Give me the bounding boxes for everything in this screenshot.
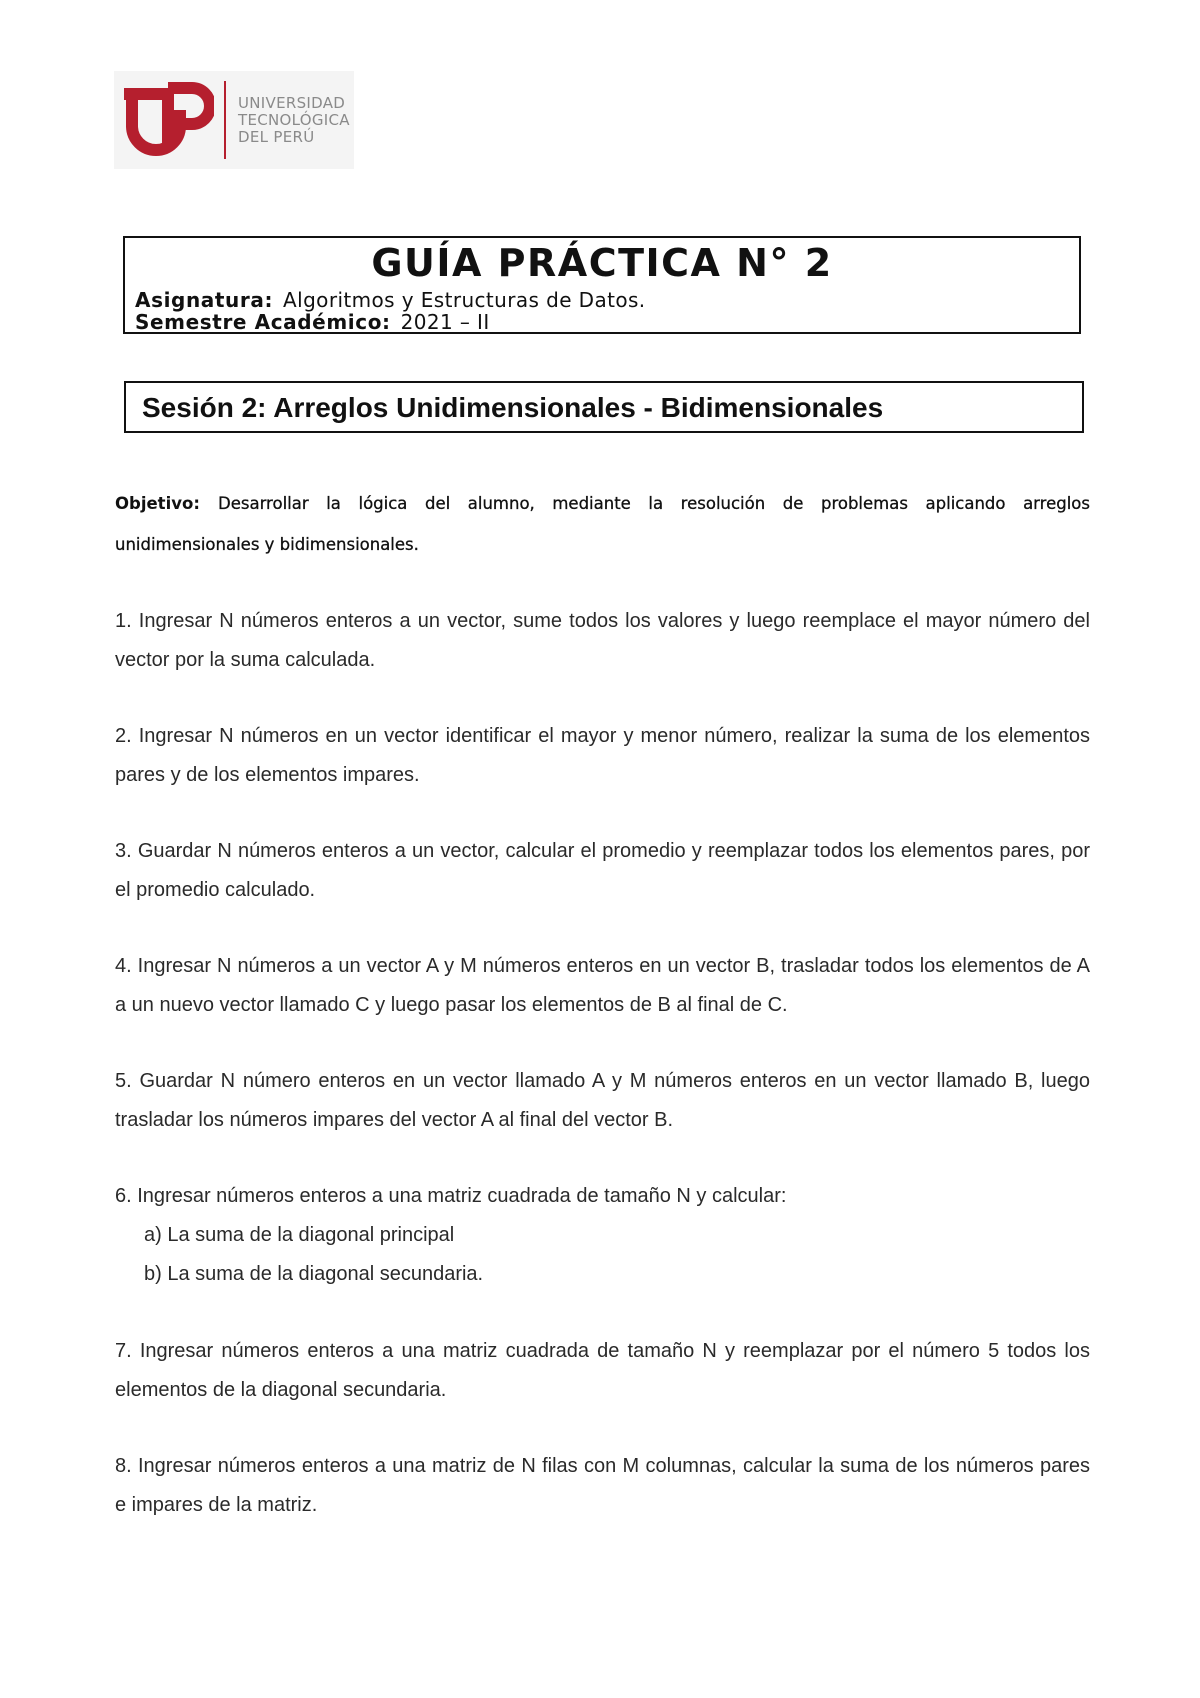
problem-text: 3. Guardar N números enteros a un vector, calcular el promedio y reemplazar todos los elementos pares, por el promedio calculado. [115,840,1090,901]
problem-item [115,602,1090,680]
problem-item [115,1062,1090,1140]
logo-line-3: DEL PERÚ [238,127,315,146]
semester-label: Semestre Académico: [135,310,391,334]
logo-line-2: TECNOLÓGICA [238,110,350,129]
subject-line [135,288,646,312]
problem-text: 6. Ingresar números enteros a una matriz cuadrada de tamaño N y calcular: [115,1185,787,1207]
problem-subitem: b) La suma de la diagonal secundaria. [144,1263,484,1285]
subject-label: Asignatura: [135,288,274,312]
problem-item [115,717,1090,795]
problem-text: 8. Ingresar números enteros a una matriz de N filas con M columnas, calcular la suma de los números pares e impares de la matriz. [115,1455,1090,1516]
subject-value: Algoritmos y Estructuras de Datos. [283,288,646,312]
problem-list [115,602,1090,1562]
semester-line [135,312,490,332]
university-logo [114,71,354,169]
guide-title: GUÍA PRÁCTICA N° 2 [371,241,833,285]
problem-text: 5. Guardar N número enteros en un vector llamado A y M números enteros en un vector llamado B, luego trasladar los números impares del vector A al final del vector B. [115,1070,1090,1131]
problem-item [115,1332,1090,1410]
logo-divider [224,81,226,159]
session-title: Sesión 2: Arreglos Unidimensionales - Bidimensionales [142,392,884,423]
problem-item [115,1177,1090,1294]
objective-text: Desarrollar la lógica del alumno, mediante la resolución de problemas aplicando arreglos unidimensionales y bidimensionales. [115,494,1090,554]
objective-label: Objetivo: [115,494,200,513]
problem-text: 7. Ingresar números enteros a una matriz cuadrada de tamaño N y reemplazar por el número 5 todos los elementos de la diagonal secundaria. [115,1340,1090,1401]
problem-subitem: a) La suma de la diagonal principal [144,1224,455,1246]
guide-header-box [123,236,1081,334]
utp-logo-icon [124,80,214,160]
problem-text: 1. Ingresar N números enteros a un vector, sume todos los valores y luego reemplace el mayor número del vector por la suma calculada. [115,610,1090,671]
objective-paragraph [115,483,1090,565]
logo-wordmark [238,95,350,146]
logo-line-1: UNIVERSIDAD [238,93,346,112]
problem-item [115,947,1090,1025]
problem-text: 2. Ingresar N números en un vector identificar el mayor y menor número, realizar la suma de los elementos pares y de los elementos impares. [115,725,1090,786]
problem-item [115,832,1090,910]
problem-text: 4. Ingresar N números a un vector A y M números enteros en un vector B, trasladar todos los elementos de A a un nuevo vector llamado C y luego pasar los elementos de B al final de C. [115,955,1090,1016]
problem-item [115,1447,1090,1525]
semester-value: 2021 – II [400,310,490,334]
session-box [124,381,1084,433]
